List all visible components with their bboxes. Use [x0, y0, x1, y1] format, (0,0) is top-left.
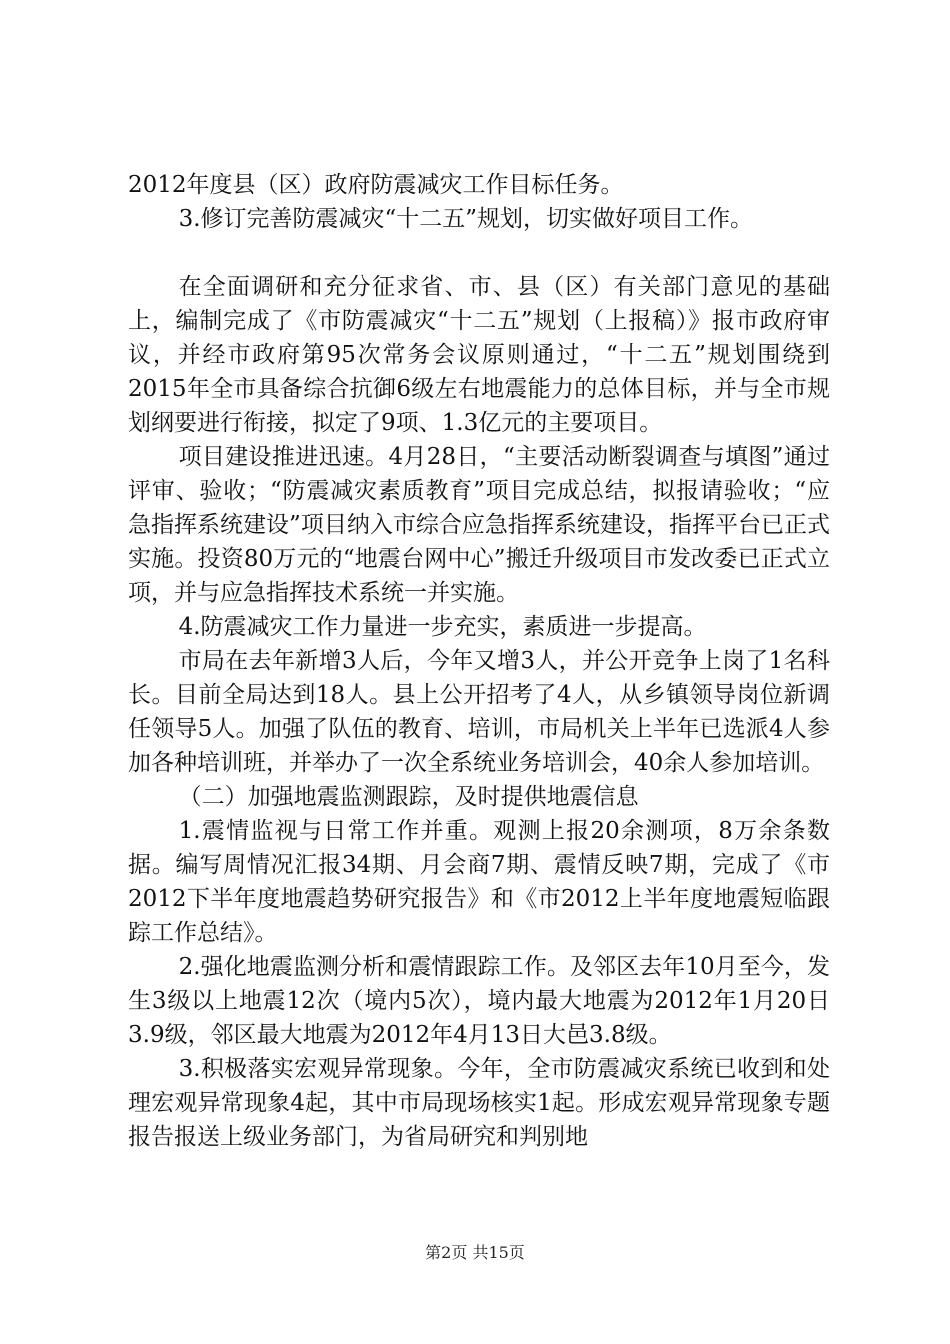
- paragraph-monitoring-1: 1.震情监视与日常工作并重。观测上报20余测项，8万余条数据。编写周情况汇报34期、月会商7期、震情反映7期，完成了《市2012下半年度地震趋势研究报告》和《市2012上半年度地震短临跟踪工作总结》。: [128, 818, 830, 946]
- paragraph-monitoring-3: 3.积极落实宏观异常现象。今年，全市防震减灾系统已收到和处理宏观异常现象4起，其中市局现场核实1起。形成宏观异常现象专题报告报送上级业务部门，为省局研究和判别地: [128, 1056, 830, 1150]
- page-number-label: 第2页 共15页: [425, 1243, 525, 1262]
- document-body: [128, 168, 830, 1154]
- paragraph-monitoring-2: 2.强化地震监测分析和震情跟踪工作。及邻区去年10月至今，发生3级以上地震12次（境内5次），境内最大地震为2012年1月20日3.9级，邻区最大地震为2012年4月13日大邑3.8级。: [128, 954, 830, 1048]
- section-heading-2: （二）加强地震监测跟踪，及时提供地震信息: [178, 784, 639, 810]
- heading-item-3: 3.修订完善防震减灾“十二五”规划，切实做好项目工作。: [178, 206, 754, 232]
- paragraph-staffing: 市局在去年新增3人后，今年又增3人，并公开竞争上岗了1名科长。目前全局达到18人。县上公开招考了4人，从乡镇领导岗位新调任领导5人。加强了队伍的教育、培训，市局机关上半年已选派4人参加各种培训班，并举办了一次全系统业务培训会，40余人参加培训。: [128, 648, 830, 776]
- paragraph-continuation: 2012年度县（区）政府防震减灾工作目标任务。: [128, 172, 624, 198]
- heading-item-4: 4.防震减灾工作力量进一步充实，素质进一步提高。: [178, 614, 707, 640]
- paragraph-plan-compilation: 在全面调研和充分征求省、市、县（区）有关部门意见的基础上，编制完成了《市防震减灾“十二五”规划（上报稿）》报市政府审议，并经市政府第95次常务会议原则通过，“十二五”规划围绕到2015年全市具备综合抗御6级左右地震能力的总体目标，并与全市规划纲要进行衔接，拟定了9项、1.3亿元的主要项目。: [128, 274, 830, 436]
- page-footer: [0, 1242, 950, 1264]
- paragraph-project-construction: 项目建设推进迅速。4月28日，“主要活动断裂调查与填图”通过评审、验收；“防震减灾素质教育”项目完成总结，拟报请验收；“应急指挥系统建设”项目纳入市综合应急指挥系统建设，指挥平台已正式实施。投资80万元的“地震台网中心”搬迁升级项目市发改委已正式立项，并与应急指挥技术系统一并实施。: [128, 444, 830, 606]
